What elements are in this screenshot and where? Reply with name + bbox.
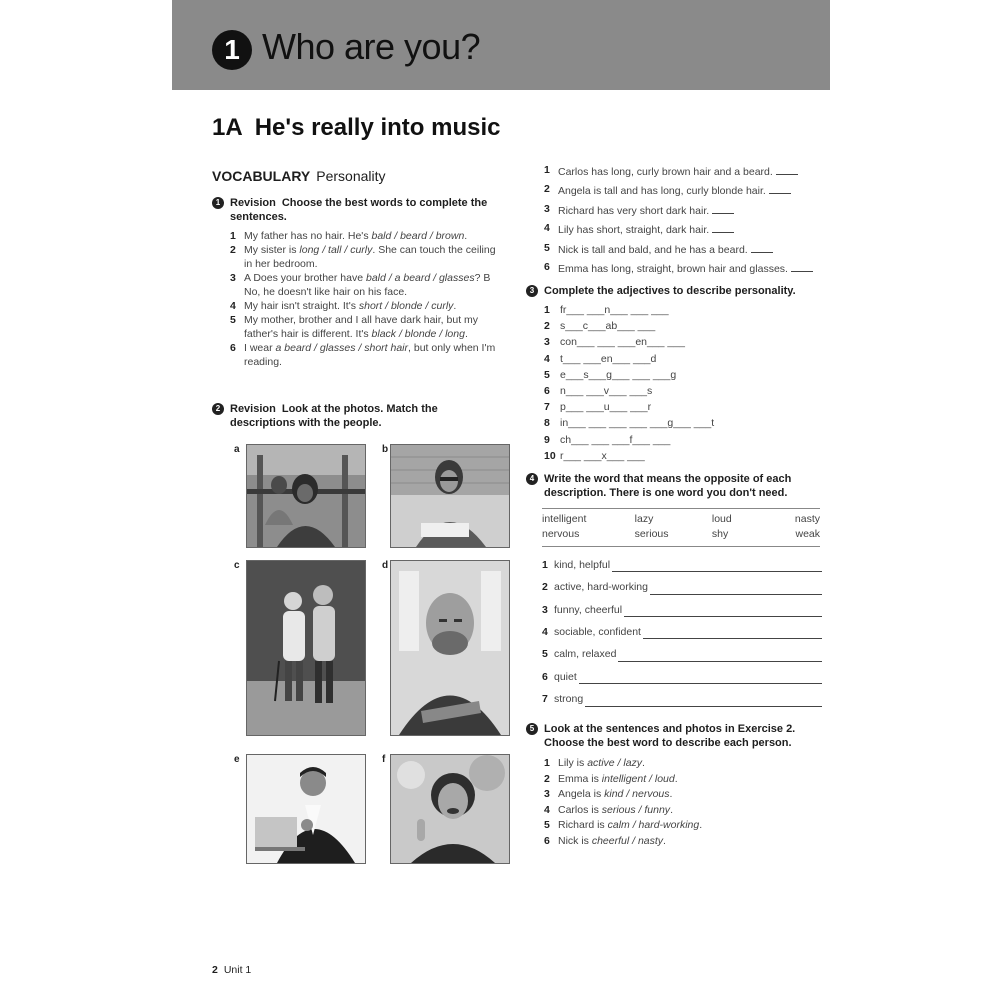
item-number: 5 — [544, 819, 550, 831]
item-text: . — [663, 834, 666, 847]
item-number: 2 — [544, 183, 550, 196]
answer-line — [712, 222, 734, 233]
exercise-2-descriptions — [526, 160, 822, 280]
list-item — [230, 314, 504, 341]
answer-line — [624, 606, 822, 617]
item-number: 2 — [230, 244, 236, 257]
item-number: 4 — [544, 222, 550, 235]
list-item — [230, 244, 504, 271]
item-number: 3 — [542, 603, 548, 616]
item-number: 9 — [544, 433, 550, 446]
item-text: Carlos has long, curly brown hair and a beard. — [558, 166, 776, 178]
list-item — [544, 400, 822, 415]
item-number: 1 — [544, 757, 550, 769]
photo-label-a: a — [234, 444, 240, 455]
list-item — [544, 368, 822, 383]
item-text: Nick is — [558, 834, 592, 847]
list-item — [544, 303, 822, 318]
page-number: 2 — [212, 964, 218, 976]
item-number: 4 — [230, 300, 236, 313]
item-number: 1 — [544, 164, 550, 176]
list-item — [544, 787, 822, 802]
word-box-item: intelligent — [542, 513, 587, 525]
item-text: quiet — [554, 670, 577, 683]
exercise-2-items — [544, 164, 822, 276]
exercise-4-items — [526, 559, 822, 707]
item-text: fr___ ___n___ ___ ___ — [560, 304, 669, 316]
section-label: VOCABULARY — [212, 168, 311, 184]
photo-f — [390, 754, 510, 864]
revision-label: Revision — [230, 197, 276, 209]
exercise-number-badge: 1 — [212, 197, 224, 209]
item-text: Emma is — [558, 772, 602, 785]
list-item — [544, 803, 822, 818]
exercise-4 — [526, 472, 822, 707]
item-text: . — [670, 803, 673, 816]
answer-line — [751, 242, 773, 253]
list-item — [544, 352, 822, 367]
item-options: serious / funny — [601, 803, 671, 816]
photo-d — [390, 560, 510, 736]
item-number: 2 — [542, 581, 548, 594]
exercise-1 — [212, 196, 504, 370]
item-number: 5 — [542, 648, 548, 661]
photo-label-e: e — [234, 754, 240, 765]
list-item — [542, 604, 822, 617]
item-text: ? B No, he doesn't like hair on his face. — [244, 272, 491, 298]
item-text: My hair isn't straight. It's — [244, 300, 359, 313]
lesson-heading — [212, 114, 501, 142]
item-text: Angela is tall and has long, curly blonde hair. — [558, 185, 769, 198]
workbook-page — [172, 0, 830, 1000]
item-text: Carlos is — [558, 803, 602, 816]
item-options: kind / nervous — [604, 788, 670, 800]
item-number: 6 — [230, 342, 236, 355]
item-text: Richard is — [558, 819, 608, 831]
item-number: 4 — [544, 352, 550, 365]
list-item — [544, 433, 822, 448]
item-text: . She can touch the ceiling in her bedroom. — [244, 244, 496, 270]
item-number: 5 — [230, 314, 236, 327]
list-item — [544, 449, 822, 464]
answer-line — [791, 261, 813, 272]
item-text: ch___ ___ ___f___ ___ — [560, 433, 671, 446]
item-text: sociable, confident — [554, 626, 641, 639]
photo-label-f: f — [382, 754, 386, 765]
item-options: active / lazy — [587, 757, 643, 769]
revision-label: Revision — [230, 403, 276, 415]
unit-title: Who are you? — [262, 26, 481, 67]
exercise-instruction: Choose the best words to complete the sentences. — [230, 197, 488, 223]
item-options: bald / beard / brown — [371, 230, 465, 242]
answer-line — [769, 183, 791, 194]
item-options: a beard / glasses / short hair — [275, 342, 409, 355]
unit-number-badge: 1 — [212, 30, 252, 70]
item-text: My father has no hair. He's — [244, 230, 372, 242]
item-text: . — [464, 327, 468, 340]
exercise-1-heading — [212, 196, 504, 224]
item-text: n___ ___v___ ___s — [560, 385, 653, 398]
item-text: t___ ___en___ ___d — [560, 352, 657, 365]
list-item — [542, 648, 822, 661]
item-number: 3 — [230, 272, 236, 285]
photo-grid — [234, 440, 524, 870]
answer-line — [585, 696, 822, 707]
item-text: Nick is tall and bald, and he has a beard. — [558, 243, 751, 256]
exercise-1-items — [230, 230, 504, 369]
list-item — [230, 272, 504, 299]
exercise-3 — [526, 284, 822, 465]
item-options: black / blonde / long — [371, 327, 465, 340]
item-text: s___c___ab___ ___ — [560, 320, 656, 333]
lesson-title: He's really into music — [254, 114, 501, 141]
item-text: , but only when I'm reading. — [244, 342, 496, 368]
word-box-item: nervous — [542, 528, 580, 541]
item-number: 2 — [544, 320, 550, 333]
item-number: 2 — [544, 772, 550, 785]
list-item — [230, 230, 504, 243]
word-box-item: lazy — [634, 513, 654, 525]
item-number: 5 — [544, 241, 550, 254]
list-item — [544, 261, 822, 276]
photo-label-c: c — [234, 560, 240, 571]
list-item — [544, 834, 822, 849]
list-item — [544, 222, 822, 237]
word-box-item: shy — [711, 528, 729, 541]
list-item — [544, 416, 822, 431]
exercise-5-items — [544, 756, 822, 848]
exercise-4-heading — [526, 472, 822, 500]
item-text: . — [453, 300, 457, 313]
list-item — [544, 164, 822, 179]
answer-line — [712, 203, 734, 214]
item-text: active, hard-working — [554, 581, 648, 594]
photo-e — [246, 754, 366, 864]
word-box-item: serious — [634, 528, 669, 541]
word-box-item: weak — [795, 528, 820, 541]
page-footer — [212, 964, 251, 976]
list-item — [544, 756, 822, 771]
list-item — [544, 818, 822, 833]
list-item — [544, 335, 822, 350]
list-item — [542, 626, 822, 639]
item-text: Lily has short, straight, dark hair. — [558, 224, 713, 237]
item-text: Richard has very short dark hair. — [558, 204, 713, 217]
exercise-3-heading — [526, 284, 822, 298]
item-number: 1 — [544, 304, 550, 316]
item-text: . — [674, 772, 678, 785]
exercise-2-heading — [212, 402, 504, 430]
item-number: 10 — [544, 449, 556, 462]
answer-line — [643, 628, 822, 639]
answer-line — [579, 673, 822, 684]
item-text: . — [669, 788, 673, 800]
item-number: 6 — [544, 385, 550, 398]
list-item — [542, 671, 822, 684]
item-text: strong — [554, 693, 584, 706]
item-number: 6 — [544, 834, 550, 847]
answer-line — [650, 584, 822, 595]
list-item — [230, 342, 504, 369]
item-options: long / tall / curly — [299, 244, 373, 257]
item-number: 7 — [544, 401, 550, 414]
lesson-code: 1A — [212, 114, 243, 141]
item-number: 8 — [544, 417, 550, 430]
item-number: 1 — [542, 558, 548, 571]
item-number: 5 — [544, 368, 550, 381]
word-box — [542, 508, 820, 547]
list-item — [544, 384, 822, 399]
item-number: 4 — [542, 626, 548, 639]
list-item — [544, 319, 822, 334]
item-number: 6 — [542, 670, 548, 683]
exercise-instruction: Write the word that means the opposite of each description. There is one word you don't need. — [544, 473, 792, 499]
list-item — [542, 693, 822, 706]
item-text: Emma has long, straight, brown hair and glasses. — [558, 263, 791, 276]
photo-b — [390, 444, 510, 548]
exercise-number-badge: 3 — [526, 285, 538, 297]
photo-c — [246, 560, 366, 736]
exercise-number-badge: 2 — [212, 403, 224, 415]
photo-a — [246, 444, 366, 548]
item-text: in___ ___ ___ ___ ___g___ ___t — [560, 417, 715, 430]
item-options: intelligent / loud — [601, 772, 675, 785]
list-item — [542, 559, 822, 572]
item-number: 7 — [542, 693, 548, 706]
item-text: Lily is — [558, 757, 588, 769]
item-text: . — [642, 757, 645, 769]
list-item — [544, 242, 822, 257]
list-item — [544, 203, 822, 218]
item-text: My sister is — [244, 244, 300, 257]
unit-banner — [172, 0, 830, 90]
exercise-instruction: Look at the sentences and photos in Exercise 2. Choose the best word to describe each person. — [544, 723, 796, 749]
answer-line — [776, 164, 798, 175]
item-number: 3 — [544, 202, 550, 215]
item-text: kind, helpful — [554, 558, 611, 571]
item-options: short / blonde / curly — [358, 300, 454, 313]
answer-line — [612, 561, 822, 572]
item-text: A Does your brother have — [244, 272, 366, 285]
item-text: I wear — [244, 342, 276, 355]
section-topic: Personality — [316, 168, 386, 184]
section-heading — [212, 168, 386, 184]
word-box-item: loud — [711, 513, 732, 525]
exercise-5-heading — [526, 722, 822, 750]
item-text: e___s___g___ ___ ___g — [560, 368, 677, 381]
item-number: 3 — [544, 336, 550, 349]
exercise-5 — [526, 722, 822, 849]
item-text: funny, cheerful — [554, 603, 623, 616]
item-text: . — [464, 230, 468, 242]
footer-unit: Unit 1 — [223, 964, 252, 976]
list-item — [544, 183, 822, 198]
item-options: calm / hard-working — [607, 819, 700, 831]
photo-label-d: d — [382, 560, 389, 571]
exercise-number-badge: 4 — [526, 473, 538, 485]
item-number: 1 — [230, 230, 236, 242]
item-text: Angela is — [558, 788, 605, 800]
item-text: r___ ___x___ ___ — [560, 449, 645, 462]
exercise-instruction: Look at the photos. Match the descriptions with the people. — [230, 403, 438, 429]
item-text: . — [699, 819, 703, 831]
answer-line — [618, 651, 822, 662]
exercise-number-badge: 5 — [526, 723, 538, 735]
list-item — [544, 772, 822, 787]
exercise-instruction: Complete the adjectives to describe personality. — [544, 285, 796, 297]
list-item — [230, 300, 504, 313]
item-text: p___ ___u___ ___r — [560, 401, 652, 414]
exercise-3-items — [544, 303, 822, 464]
item-number: 4 — [544, 803, 550, 816]
list-item — [542, 581, 822, 594]
exercise-2 — [212, 402, 504, 430]
word-box-item: nasty — [794, 513, 820, 525]
item-number: 6 — [544, 261, 550, 274]
item-number: 3 — [544, 788, 550, 800]
item-text: My mother, brother and I all have dark hair, but my father's hair is different. It's — [244, 314, 479, 340]
photo-label-b: b — [382, 444, 389, 455]
item-text: calm, relaxed — [554, 648, 617, 661]
item-options: cheerful / nasty — [591, 834, 664, 847]
item-options: bald / a beard / glasses — [366, 272, 475, 285]
item-text: con___ ___ ___en___ ___ — [560, 336, 685, 349]
